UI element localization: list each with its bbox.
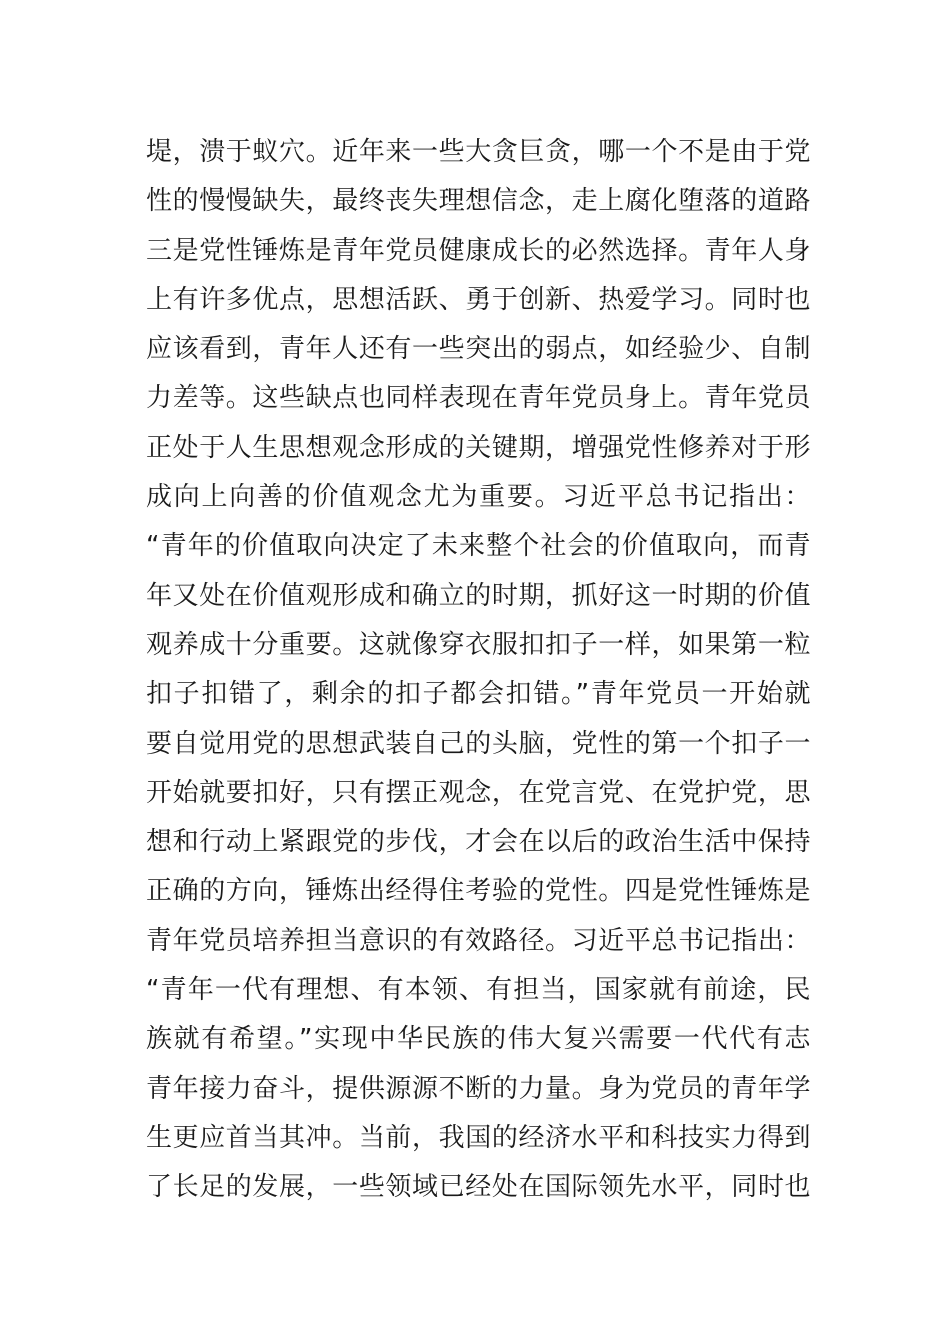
text-line: 要自觉用党的思想武装自己的头脑，党性的第一个扣子一: [146, 728, 811, 759]
text-line: 青年党员培养担当意识的有效路径。习近平总书记指出：: [146, 925, 811, 956]
text-line: 观养成十分重要。这就像穿衣服扣扣子一样，如果第一粒: [146, 629, 811, 660]
text-line: 族就有希望。”实现中华民族的伟大复兴需要一代代有志: [146, 1024, 811, 1055]
text-line: 扣子扣错了，剩余的扣子都会扣错。”青年党员一开始就: [146, 679, 811, 710]
text-line: 生更应首当其冲。当前，我国的经济水平和科技实力得到: [146, 1122, 811, 1153]
text-line: 三是党性锤炼是青年党员健康成长的必然选择。青年人身: [146, 235, 811, 266]
text-line: 堤，溃于蚁穴。近年来一些大贪巨贪，哪一个不是由于党: [146, 137, 811, 167]
text-line: 上有许多优点，思想活跃、勇于创新、热爱学习。同时也: [146, 284, 811, 315]
text-line: 想和行动上紧跟党的步伐，才会在以后的政治生活中保持: [146, 827, 811, 858]
text-line: 成向上向善的价值观念尤为重要。习近平总书记指出：: [146, 482, 811, 513]
text-line: 应该看到，青年人还有一些突出的弱点，如经验少、自制: [146, 334, 811, 365]
text-line: 性的慢慢缺失，最终丧失理想信念，走上腐化堕落的道路: [146, 186, 811, 217]
text-line: 了长足的发展，一些领域已经处在国际领先水平，同时也: [146, 1172, 811, 1203]
text-line: 开始就要扣好，只有摆正观念，在党言党、在党护党，思: [146, 777, 811, 808]
text-line: “青年一代有理想、有本领、有担当，国家就有前途，民: [146, 975, 811, 1006]
text-line: 正处于人生思想观念形成的关键期，增强党性修养对于形: [146, 432, 811, 463]
text-line: 年又处在价值观形成和确立的时期，抓好这一时期的价值: [146, 580, 811, 611]
text-line: 力差等。这些缺点也同样表现在青年党员身上。青年党员: [146, 383, 811, 414]
text-line: 青年接力奋斗，提供源源不断的力量。身为党员的青年学: [146, 1073, 811, 1104]
text-line: 正确的方向，锤炼出经得住考验的党性。四是党性锤炼是: [146, 876, 811, 907]
body-text: [146, 128, 811, 1213]
text-line: “青年的价值取向决定了未来整个社会的价值取向，而青: [146, 531, 811, 562]
